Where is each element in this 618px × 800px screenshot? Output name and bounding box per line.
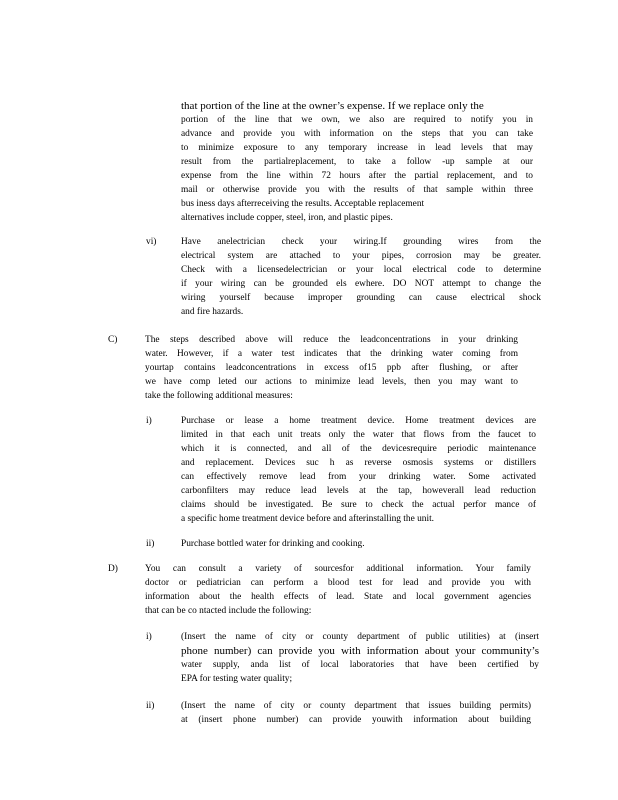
text-line: alternatives include copper, steel, iron, and plastic pipes. [181,213,393,223]
list-marker: ii) [146,701,155,711]
list-marker: ii) [146,539,155,549]
text-line: Purchase or lease a home treatment device. Home treatment devices are [181,416,536,426]
list-item [181,414,536,526]
text-line: yourtap contains leadconcentrations in excess of15 ppb after flushing, or after [145,363,518,373]
text-line: Have anelectrician check your wiring.If grounding wires from the [181,237,541,247]
text-line: The steps described above will reduce the leadconcentrations in your drinking [145,335,518,345]
text-line: can effectively remove lead from your drinking water. Some activated [181,472,536,482]
text-line: (Insert the name of city or county department that issues building permits) [181,701,531,711]
list-item [181,537,421,551]
text-line: we have comp leted our actions to minimize lead levels, then you may want to [145,377,518,387]
text-line: that portion of the line at the owner’s expense. If we replace only the [181,100,484,112]
section-paragraph [145,333,518,403]
section-paragraph [145,562,531,618]
text-line: You can consult a variety of sourcesfor additional information. Your family [145,564,531,574]
text-line: water. However, if a water test indicates that the drinking water coming from [145,349,518,359]
text-line: take the following additional measures: [145,391,293,401]
text-line: expense from the line within 72 hours after the partial replacement, and to [181,171,533,181]
text-line: result from the partialreplacement, to take a follow -up sample at our [181,157,533,167]
list-item [181,235,541,319]
list-marker: i) [146,416,152,426]
text-line: and replacement. Devices suc h as reverse osmosis systems or distillers [181,458,536,468]
text-line: phone number) can provide you with information about your community’s [181,645,539,657]
text-line: Purchase bottled water for drinking and cooking. [181,539,365,549]
text-line: limited in that each unit treats only the water that flows from the faucet to [181,430,536,440]
text-line: advance and provide you with information on the steps that you can take [181,129,533,139]
text-line: bus iness days afterreceiving the results. Acceptable replacement [181,199,425,209]
text-line: wiring yourself because improper grounding can cause electrical shock [181,293,541,303]
text-line: doctor or pediatrician can perform a blood test for lead and provide you with [145,578,531,588]
text-line: if your wiring can be grounded els ewhere. DO NOT attempt to change the [181,279,541,289]
text-line: EPA for testing water quality; [181,674,293,684]
text-line: portion of the line that we own, we also are required to notify you in [181,115,533,125]
text-line: electrical system are attached to your pipes, corrosion may be greater. [181,251,541,261]
section-marker: D) [108,564,118,574]
section-marker: C) [108,335,118,345]
text-line: a specific home treatment device before and afterinstalling the unit. [181,514,435,524]
continuation-paragraph [181,99,533,225]
list-item [181,630,539,686]
text-line: that can be co ntacted include the following: [145,606,312,616]
text-line: information about the health effects of lead. State and local government agencies [145,592,531,602]
text-line: to minimize exposure to any temporary increase in lead levels that may [181,143,533,153]
list-marker: i) [146,632,152,642]
text-line: at (insert phone number) can provide youwith information about building [181,715,531,725]
text-line: mail or otherwise provide you with the results of that sample within three [181,185,533,195]
text-line: claims should be investigated. Be sure to check the actual perfor mance of [181,500,536,510]
text-line: (Insert the name of city or county department of public utilities) at (insert [181,632,539,642]
text-line: and fire hazards. [181,307,244,317]
text-line: which it is connected, and all of the devicesrequire periodic maintenance [181,444,536,454]
list-item [181,699,531,727]
text-line: water supply, anda list of local laboratories that have been certified by [181,660,539,670]
text-line: Check with a licensedelectrician or your local electrical code to determine [181,265,541,275]
list-marker: vi) [146,237,157,247]
text-line: carbonfilters may reduce lead levels at the tap, howeverall lead reduction [181,486,536,496]
